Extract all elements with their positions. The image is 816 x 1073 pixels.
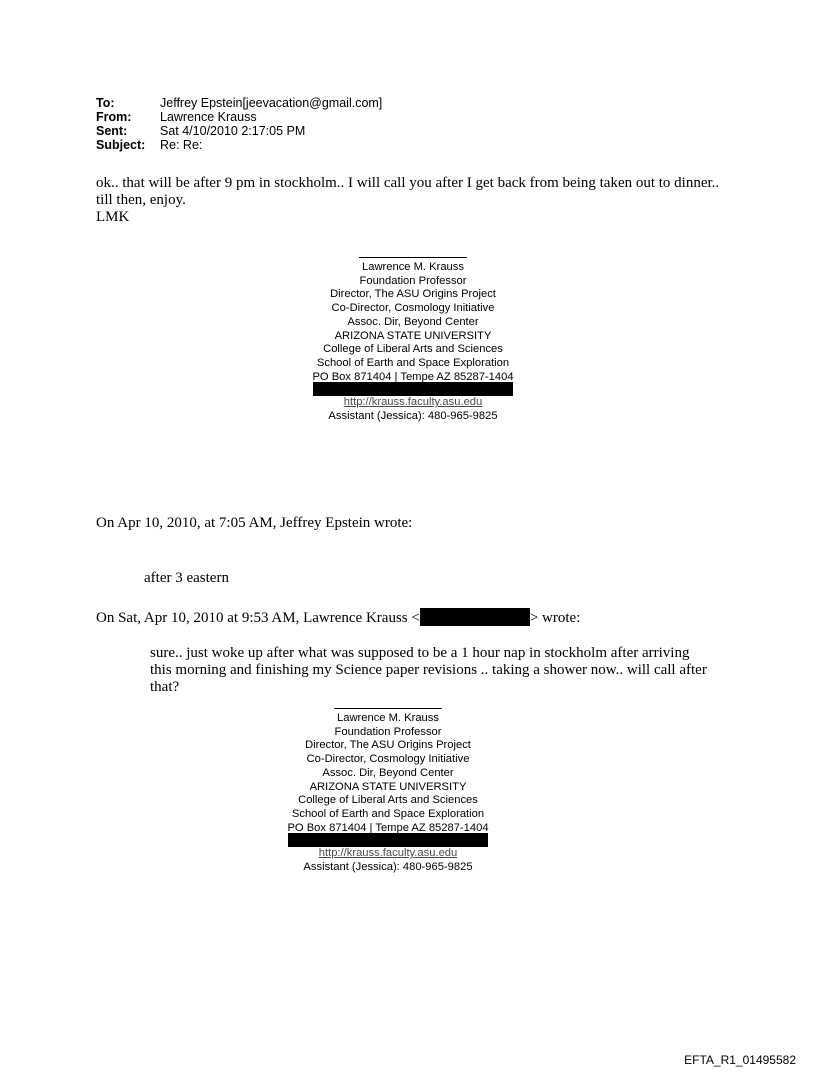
signature-assistant: Assistant (Jessica): 480-965-9825: [328, 410, 498, 423]
signature-url-link[interactable]: http://krauss.faculty.asu.edu: [343, 396, 483, 409]
signature-title: Foundation Professor: [334, 725, 442, 738]
signature-url-link[interactable]: http://krauss.faculty.asu.edu: [318, 847, 458, 860]
sent-label: Sent:: [96, 124, 128, 138]
from-row: [96, 110, 382, 124]
signature-university: ARIZONA STATE UNIVERSITY: [309, 780, 467, 793]
signature-block: [283, 261, 543, 424]
signature-college: College of Liberal Arts and Sciences: [323, 343, 503, 356]
quoted-message-2: sure.. just woke up after what was supposed to be a 1 hour nap in stockholm after arriving this morning and finishing my Science paper revisions .. taking a shower now.. will call after that?: [150, 645, 707, 695]
quote-header-2: [96, 608, 580, 627]
redaction-bar: [288, 833, 488, 847]
signature-title: Director, The ASU Origins Project: [305, 739, 471, 752]
signature-assistant: Assistant (Jessica): 480-965-9825: [303, 861, 473, 874]
signature-title: Director, The ASU Origins Project: [330, 288, 496, 301]
to-label: To:: [96, 96, 115, 110]
signature-name: Lawrence M. Krauss: [362, 261, 464, 273]
email-header: [96, 96, 382, 152]
redaction-bar: [420, 608, 530, 626]
from-label: From:: [96, 110, 132, 124]
subject-label: Subject:: [96, 138, 146, 152]
message-body: [96, 175, 736, 226]
quoted-message-1: after 3 eastern: [144, 570, 229, 586]
signature-divider: [359, 257, 467, 258]
signature-address: PO Box 871404 | Tempe AZ 85287-1404: [287, 821, 489, 834]
sent-row: [96, 124, 382, 138]
subject-row: [96, 138, 382, 152]
signature-title: Assoc. Dir, Beyond Center: [347, 315, 479, 328]
redaction-bar: [313, 382, 513, 396]
signature-block: [258, 712, 518, 875]
signature-college: College of Liberal Arts and Sciences: [298, 794, 478, 807]
signature-name: Lawrence M. Krauss: [337, 712, 439, 724]
message-paragraph: ok.. that will be after 9 pm in stockholm.. I will call you after I get back from being taken out to dinner.. till then, enjoy.: [96, 175, 720, 208]
signature-title: Co-Director, Cosmology Initiative: [331, 302, 495, 315]
subject-value: Re: Re:: [160, 138, 203, 152]
quote-header-2-suffix: > wrote:: [529, 610, 581, 626]
signature-divider: [334, 708, 442, 709]
document-id: EFTA_R1_01495582: [684, 1053, 796, 1067]
signature-title: Foundation Professor: [359, 274, 467, 287]
signature-address: PO Box 871404 | Tempe AZ 85287-1404: [312, 370, 514, 383]
signature-title: Co-Director, Cosmology Initiative: [306, 753, 470, 766]
signature-university: ARIZONA STATE UNIVERSITY: [334, 329, 492, 342]
signoff: LMK: [96, 209, 130, 225]
sent-value: Sat 4/10/2010 2:17:05 PM: [160, 124, 306, 138]
to-value: Jeffrey Epstein[jeevacation@gmail.com]: [160, 96, 383, 110]
quote-header-2-prefix: On Sat, Apr 10, 2010 at 9:53 AM, Lawrence Krauss <: [96, 610, 420, 626]
to-row: [96, 96, 382, 110]
from-value: Lawrence Krauss: [160, 110, 257, 124]
signature-title: Assoc. Dir, Beyond Center: [322, 766, 454, 779]
signature-school: School of Earth and Space Exploration: [316, 356, 510, 369]
quote-header-1: On Apr 10, 2010, at 7:05 AM, Jeffrey Epstein wrote:: [96, 515, 413, 531]
signature-school: School of Earth and Space Exploration: [291, 807, 485, 820]
